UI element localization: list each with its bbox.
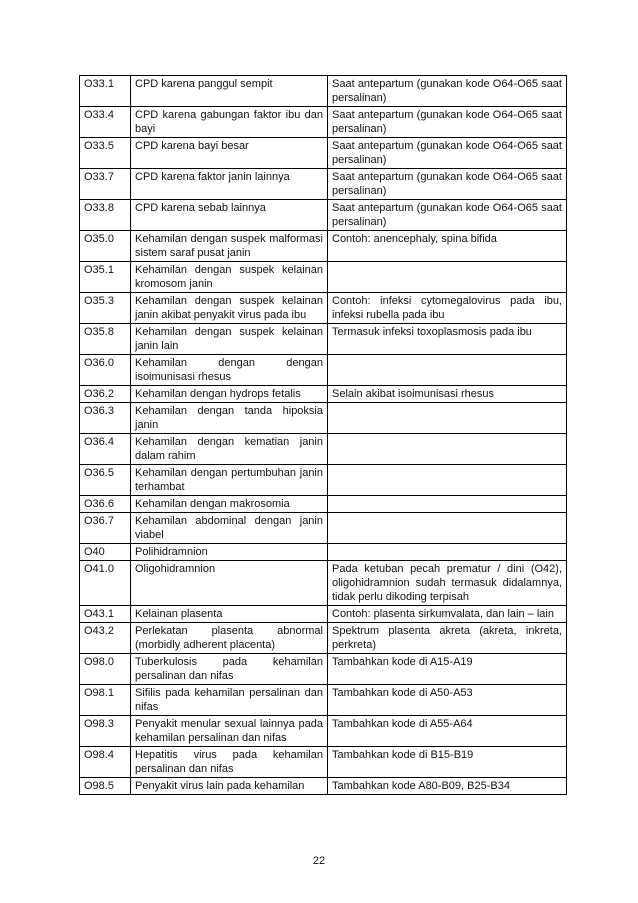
table-row: [80, 231, 567, 262]
note-cell: Contoh: infeksi cytomegalovirus pada ibu, infeksi rubella pada ibu: [328, 293, 567, 324]
note-cell: Saat antepartum (gunakan kode O64-O65 saat persalinan): [328, 107, 567, 138]
code-cell: O98.5: [80, 778, 131, 795]
code-cell: O36.0: [80, 355, 131, 386]
table-row: [80, 544, 567, 561]
table-row: [80, 434, 567, 465]
description-cell: Penyakit virus lain pada kehamilan: [131, 778, 328, 795]
code-cell: O35.1: [80, 262, 131, 293]
note-cell: Selain akibat isoimunisasi rhesus: [328, 386, 567, 403]
note-cell: [328, 434, 567, 465]
code-cell: O35.3: [80, 293, 131, 324]
description-cell: CPD karena sebab lainnya: [131, 200, 328, 231]
code-cell: O36.2: [80, 386, 131, 403]
code-cell: O33.4: [80, 107, 131, 138]
table-row: [80, 403, 567, 434]
code-cell: O98.0: [80, 654, 131, 685]
description-cell: Kehamilan dengan suspek malformasi sistem saraf pusat janin: [131, 231, 328, 262]
note-cell: Saat antepartum (gunakan kode O64-O65 saat persalinan): [328, 169, 567, 200]
table-row: [80, 513, 567, 544]
note-cell: Spektrum plasenta akreta (akreta, inkreta, perkreta): [328, 623, 567, 654]
code-cell: O43.1: [80, 606, 131, 623]
note-cell: [328, 513, 567, 544]
table-row: [80, 138, 567, 169]
note-cell: Saat antepartum (gunakan kode O64-O65 saat persalinan): [328, 138, 567, 169]
code-cell: O41.0: [80, 561, 131, 606]
table-row: [80, 606, 567, 623]
note-cell: [328, 403, 567, 434]
code-cell: O36.5: [80, 465, 131, 496]
code-cell: O35.8: [80, 324, 131, 355]
description-cell: Hepatitis virus pada kehamilan persalinan dan nifas: [131, 747, 328, 778]
table-row: [80, 200, 567, 231]
description-cell: Oligohidramnion: [131, 561, 328, 606]
note-cell: Tambahkan kode di A15-A19: [328, 654, 567, 685]
table-row: [80, 262, 567, 293]
note-cell: Tambahkan kode di B15-B19: [328, 747, 567, 778]
table-row: [80, 747, 567, 778]
note-cell: Tambahkan kode di A50-A53: [328, 685, 567, 716]
table-row: [80, 561, 567, 606]
table-row: [80, 716, 567, 747]
note-cell: [328, 544, 567, 561]
table-row: [80, 623, 567, 654]
note-cell: Termasuk infeksi toxoplasmosis pada ibu: [328, 324, 567, 355]
code-cell: O36.6: [80, 496, 131, 513]
description-cell: Kehamilan dengan dengan isoimunisasi rhesus: [131, 355, 328, 386]
note-cell: Pada ketuban pecah prematur / dini (O42), oligohidramnion sudah termasuk didalamnya, tidak perlu dikoding terpisah: [328, 561, 567, 606]
page-number: 22: [312, 855, 326, 867]
table-row: [80, 355, 567, 386]
table-row: [80, 496, 567, 513]
description-cell: Kehamilan dengan suspek kelainan janin akibat penyakit virus pada ibu: [131, 293, 328, 324]
table-row: [80, 293, 567, 324]
note-cell: Saat antepartum (gunakan kode O64-O65 saat persalinan): [328, 200, 567, 231]
note-cell: [328, 355, 567, 386]
description-cell: CPD karena faktor janin lainnya: [131, 169, 328, 200]
description-cell: Kelainan plasenta: [131, 606, 328, 623]
note-cell: Tambahkan kode A80-B09, B25-B34: [328, 778, 567, 795]
table-body: [80, 76, 567, 795]
code-cell: O98.3: [80, 716, 131, 747]
code-cell: O36.7: [80, 513, 131, 544]
description-cell: Kehamilan dengan hydrops fetalis: [131, 386, 328, 403]
table-row: [80, 685, 567, 716]
note-cell: Contoh: anencephaly, spina bifida: [328, 231, 567, 262]
code-cell: O36.4: [80, 434, 131, 465]
code-cell: O33.5: [80, 138, 131, 169]
code-cell: O98.1: [80, 685, 131, 716]
description-cell: Kehamilan dengan kematian janin dalam rahim: [131, 434, 328, 465]
note-cell: [328, 465, 567, 496]
table-row: [80, 386, 567, 403]
code-cell: O40: [80, 544, 131, 561]
code-cell: O36.3: [80, 403, 131, 434]
description-cell: Kehamilan abdominal dengan janin viabel: [131, 513, 328, 544]
note-cell: [328, 496, 567, 513]
code-cell: O33.1: [80, 76, 131, 107]
description-cell: Kehamilan dengan pertumbuhan janin terhambat: [131, 465, 328, 496]
table-row: [80, 778, 567, 795]
description-cell: Perlekatan plasenta abnormal (morbidly adherent placenta): [131, 623, 328, 654]
table-row: [80, 324, 567, 355]
table-row: [80, 107, 567, 138]
code-cell: O43.2: [80, 623, 131, 654]
note-cell: [328, 262, 567, 293]
table-row: [80, 654, 567, 685]
description-cell: Kehamilan dengan makrosomia: [131, 496, 328, 513]
description-cell: Polihidramnion: [131, 544, 328, 561]
description-cell: Kehamilan dengan suspek kelainan kromosom janin: [131, 262, 328, 293]
table-row: [80, 76, 567, 107]
code-cell: O35.0: [80, 231, 131, 262]
description-cell: Tuberkulosis pada kehamilan persalinan dan nifas: [131, 654, 328, 685]
note-cell: Saat antepartum (gunakan kode O64-O65 saat persalinan): [328, 76, 567, 107]
description-cell: CPD karena bayi besar: [131, 138, 328, 169]
table-row: [80, 169, 567, 200]
code-cell: O33.8: [80, 200, 131, 231]
table-row: [80, 465, 567, 496]
code-cell: O98.4: [80, 747, 131, 778]
description-cell: Penyakit menular sexual lainnya pada kehamilan persalinan dan nifas: [131, 716, 328, 747]
note-cell: Tambahkan kode di A55-A64: [328, 716, 567, 747]
description-cell: Sifilis pada kehamilan persalinan dan nifas: [131, 685, 328, 716]
description-cell: CPD karena panggul sempit: [131, 76, 328, 107]
description-cell: CPD karena gabungan faktor ibu dan bayi: [131, 107, 328, 138]
icd-code-table: [79, 75, 567, 795]
description-cell: Kehamilan dengan tanda hipoksia janin: [131, 403, 328, 434]
code-cell: O33.7: [80, 169, 131, 200]
description-cell: Kehamilan dengan suspek kelainan janin lain: [131, 324, 328, 355]
note-cell: Contoh: plasenta sirkumvalata, dan lain – lain: [328, 606, 567, 623]
